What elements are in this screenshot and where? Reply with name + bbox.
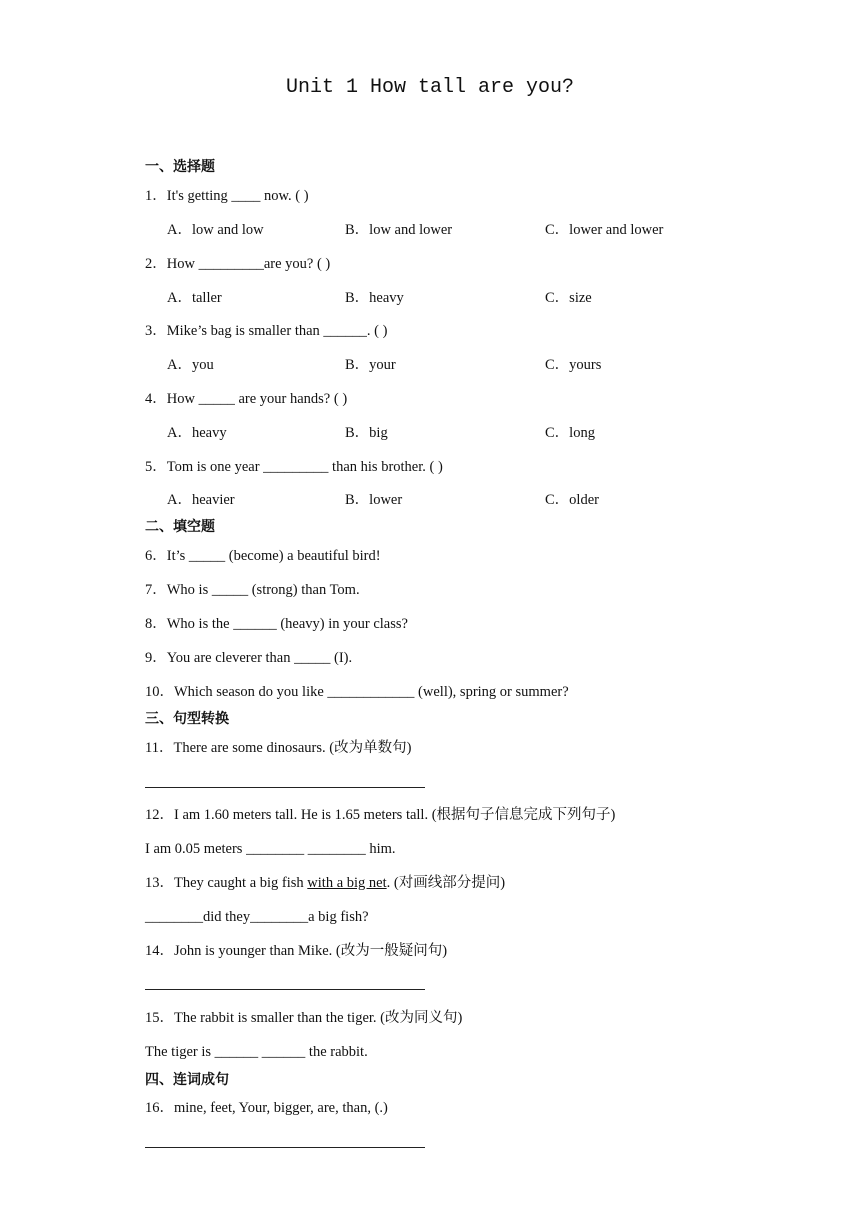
question-8: 8．Who is the ______ (heavy) in your class? bbox=[145, 616, 408, 632]
q2-option-c: C．size bbox=[545, 290, 592, 306]
question-7: 7．Who is _____ (strong) than Tom. bbox=[145, 582, 360, 598]
answer-15: The tiger is ______ ______ the rabbit. bbox=[145, 1044, 368, 1060]
answer-12: I am 0.05 meters ________ ________ him. bbox=[145, 841, 396, 857]
section-heading-fill: 二、填空题 bbox=[145, 519, 215, 535]
question-10: 10．Which season do you like ____________ (well), spring or summer? bbox=[145, 684, 569, 700]
section-heading-order: 四、连词成句 bbox=[145, 1072, 229, 1088]
answer-line-11 bbox=[145, 787, 425, 788]
answer-13: ________did they________a big fish? bbox=[145, 909, 369, 925]
q4-option-b: B．big bbox=[345, 425, 388, 441]
section-heading-transform: 三、句型转换 bbox=[145, 711, 229, 727]
q1-option-a: A．low and low bbox=[167, 222, 264, 238]
question-11: 11．There are some dinosaurs. (改为单数句) bbox=[145, 740, 412, 756]
q5-option-c: C．older bbox=[545, 492, 599, 508]
question-9: 9．You are cleverer than _____ (I). bbox=[145, 650, 353, 666]
question-16: 16．mine, feet, Your, bigger, are, than, (.) bbox=[145, 1100, 388, 1116]
question-3: 3．Mike’s bag is smaller than ______. ( ) bbox=[145, 323, 388, 339]
question-13 bbox=[145, 874, 505, 892]
q5-option-a: A．heavier bbox=[167, 492, 235, 508]
answer-line-16 bbox=[145, 1147, 425, 1148]
page-title: Unit 1 How tall are you? bbox=[285, 76, 575, 99]
q2-option-b: B．heavy bbox=[345, 290, 404, 306]
question-15: 15．The rabbit is smaller than the tiger. (改为同义句) bbox=[145, 1010, 463, 1026]
question-4: 4．How _____ are your hands? ( ) bbox=[145, 391, 348, 407]
answer-line-14 bbox=[145, 989, 425, 990]
q13-underlined-phrase: with a big net bbox=[307, 875, 387, 891]
q4-option-c: C．long bbox=[545, 425, 595, 441]
question-12: 12．I am 1.60 meters tall. He is 1.65 meters tall. (根据句子信息完成下列句子) bbox=[145, 807, 616, 823]
q1-option-b: B．low and lower bbox=[345, 222, 453, 238]
q4-option-a: A．heavy bbox=[167, 425, 227, 441]
question-2: 2．How _________are you? ( ) bbox=[145, 256, 331, 272]
q3-option-b: B．your bbox=[345, 357, 396, 373]
q5-option-b: B．lower bbox=[345, 492, 403, 508]
question-6: 6．It’s _____ (become) a beautiful bird! bbox=[145, 548, 381, 564]
section-heading-choice: 一、选择题 bbox=[145, 159, 215, 175]
q3-option-a: A．you bbox=[167, 357, 214, 373]
q3-option-c: C．yours bbox=[545, 357, 602, 373]
q2-option-a: A．taller bbox=[167, 290, 222, 306]
q1-option-c: C．lower and lower bbox=[545, 222, 664, 238]
question-1: 1．It's getting ____ now. ( ) bbox=[145, 188, 309, 204]
question-5: 5．Tom is one year _________ than his brother. ( ) bbox=[145, 459, 443, 475]
q13-text-pre: 13．They caught a big fish bbox=[145, 875, 308, 891]
question-14: 14．John is younger than Mike. (改为一般疑问句) bbox=[145, 943, 448, 959]
q13-text-post: . (对画线部分提问) bbox=[386, 875, 506, 891]
